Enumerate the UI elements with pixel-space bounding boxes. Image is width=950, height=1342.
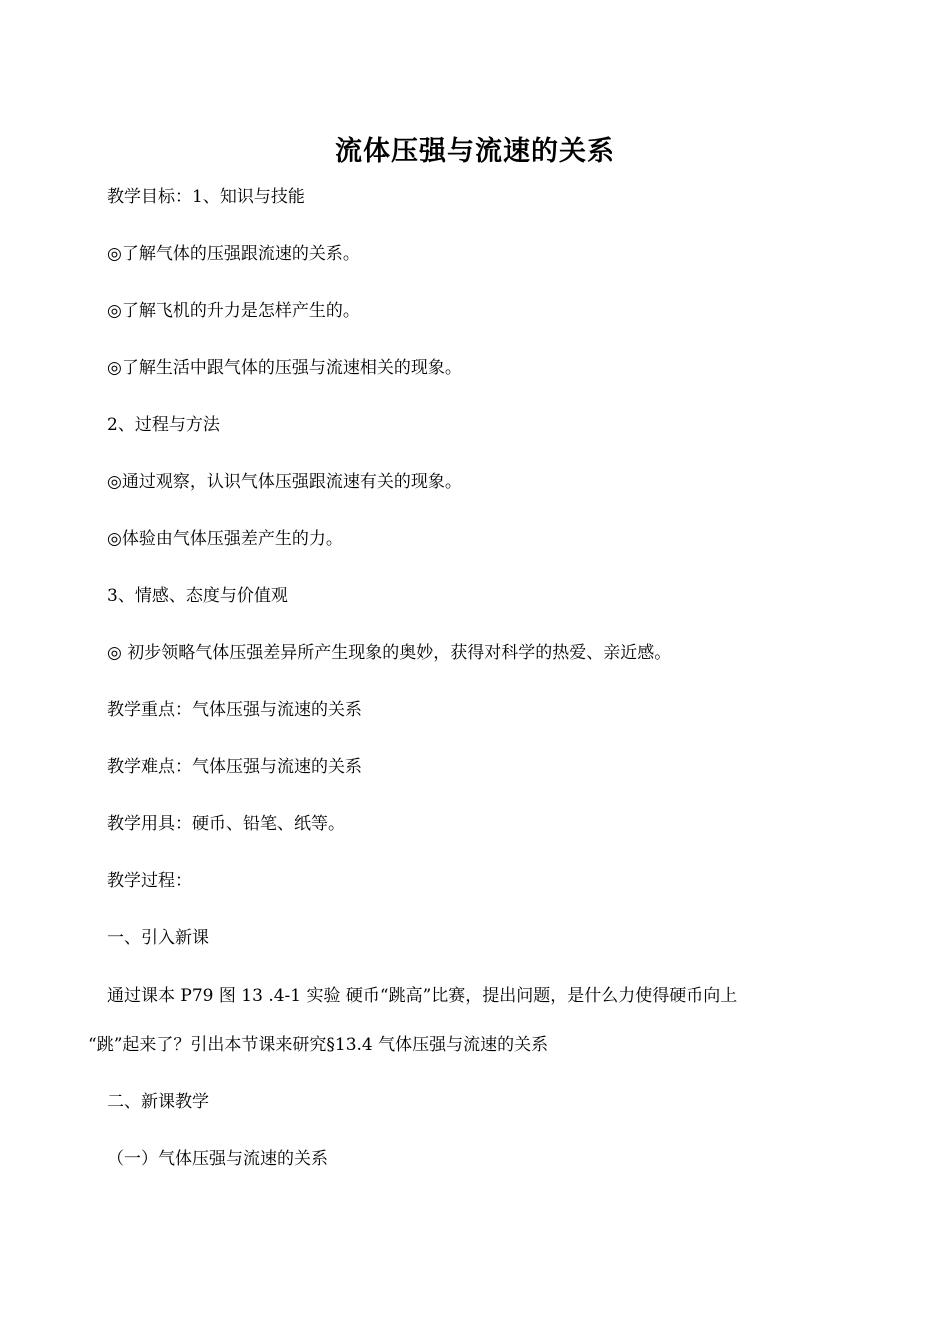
text-line-tools: 教学用具：硬币、铅笔、纸等。 xyxy=(107,814,345,834)
text-line-goal-3: ◎了解生活中跟气体的压强与流速相关的现象。 xyxy=(107,358,462,378)
text-line-objectives: 教学目标：1、知识与技能 xyxy=(107,187,305,207)
text-line-section-2: 二、新课教学 xyxy=(107,1092,209,1112)
text-line-attitude-heading: 3、情感、态度与价值观 xyxy=(107,586,288,606)
text-line-paragraph-1-cont: “跳”起来了？引出本节课来研究§13.4 气体压强与流速的关系 xyxy=(88,1035,549,1055)
text-line-process-2: ◎体验由气体压强差产生的力。 xyxy=(107,529,343,549)
text-line-difficulty: 教学难点：气体压强与流速的关系 xyxy=(107,757,362,777)
text-line-section-1: 一、引入新课 xyxy=(107,928,209,948)
text-line-paragraph-1: 通过课本 P79 图 13 .4-1 实验 硬币“跳高”比赛，提出问题，是什么力使得硬币向上 xyxy=(107,986,738,1006)
text-line-key-point: 教学重点：气体压强与流速的关系 xyxy=(107,700,362,720)
text-line-process-heading: 2、过程与方法 xyxy=(107,415,220,435)
text-line-attitude-1: ◎ 初步领略气体压强差异所产生现象的奥妙，获得对科学的热爱、亲近感。 xyxy=(107,643,672,663)
text-line-subsection-1: （一）气体压强与流速的关系 xyxy=(107,1149,328,1169)
text-line-process-title: 教学过程： xyxy=(107,871,192,891)
page-title: 流体压强与流速的关系 xyxy=(335,136,615,167)
text-line-process-1: ◎通过观察，认识气体压强跟流速有关的现象。 xyxy=(107,472,462,492)
text-line-goal-2: ◎了解飞机的升力是怎样产生的。 xyxy=(107,301,360,321)
text-line-goal-1: ◎了解气体的压强跟流速的关系。 xyxy=(107,244,360,264)
